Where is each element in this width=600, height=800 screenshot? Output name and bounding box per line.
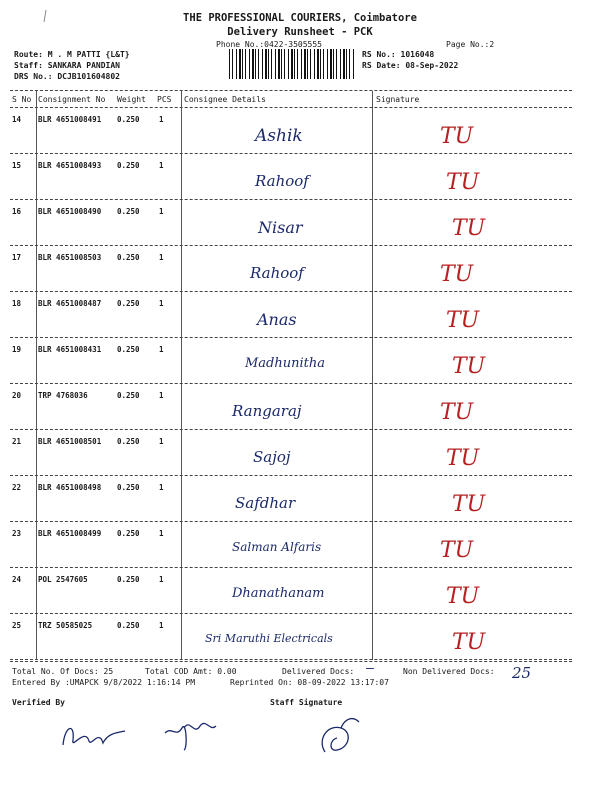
- row-weight: 0.250: [117, 345, 140, 354]
- total-docs: Total No. Of Docs: 25: [12, 667, 114, 676]
- row-signature-mark: TU: [440, 124, 474, 149]
- row-consignee-name: Sajoj: [253, 448, 291, 466]
- row-weight: 0.250: [117, 483, 140, 492]
- entered-by: Entered By :UMAPCK 9/8/2022 1:16:14 PM: [12, 678, 196, 687]
- barcode-image: [229, 49, 357, 79]
- row-signature-mark: TU: [440, 400, 474, 425]
- row-pcs: 1: [159, 299, 164, 308]
- row-weight: 0.250: [117, 115, 140, 124]
- row-consignee-name: Salman Alfaris: [232, 540, 322, 554]
- row-sno: 23: [12, 529, 22, 538]
- non-delivered-docs-label: Non Delivered Docs:: [403, 667, 495, 676]
- row-sno: 24: [12, 575, 22, 584]
- row-divider: [10, 521, 572, 522]
- row-pcs: 1: [159, 483, 164, 492]
- row-sno: 18: [12, 299, 22, 308]
- row-sno: 16: [12, 207, 22, 216]
- row-divider: [10, 475, 572, 476]
- row-divider: [10, 337, 572, 338]
- row-sno: 19: [12, 345, 22, 354]
- col-header-pcs: PCS: [157, 95, 172, 104]
- row-sno: 17: [12, 253, 22, 262]
- page-number: Page No.:2: [446, 40, 495, 49]
- row-pcs: 1: [159, 207, 164, 216]
- col-header-consignee: Consignee Details: [184, 95, 266, 104]
- row-consignee-name: Dhanathanam: [232, 586, 325, 601]
- row-consignee-name: Ashik: [255, 126, 303, 146]
- row-consignment-no: BLR 4651008491: [38, 115, 102, 124]
- row-consignee-name: Madhunitha: [245, 356, 326, 371]
- row-divider: [10, 383, 572, 384]
- col-header-signature: Signature: [376, 95, 420, 104]
- reprinted-on: Reprinted On: 08-09-2022 13:17:07: [230, 678, 389, 687]
- row-pcs: 1: [159, 621, 164, 630]
- row-divider: [10, 659, 572, 660]
- row-divider: [10, 153, 572, 154]
- stray-mark-image: [38, 8, 52, 26]
- row-consignee-name: Rahoof: [250, 264, 304, 282]
- column-divider: [36, 91, 37, 660]
- row-consignment-no: BLR 4651008499: [38, 529, 102, 538]
- row-consignment-no: BLR 4651008493: [38, 161, 102, 170]
- column-divider: [372, 91, 373, 660]
- row-divider: [10, 291, 572, 292]
- row-weight: 0.250: [117, 391, 140, 400]
- verifier-signature-2-image: [160, 708, 220, 753]
- row-signature-mark: TU: [446, 446, 480, 471]
- row-signature-mark: TU: [440, 538, 474, 563]
- row-weight: 0.250: [117, 575, 140, 584]
- route-label: Route: M . M PATTI {L&T}: [14, 50, 130, 59]
- row-consignment-no: BLR 4651008503: [38, 253, 102, 262]
- row-pcs: 1: [159, 345, 164, 354]
- row-consignee-name: Rangaraj: [232, 402, 302, 420]
- row-sno: 25: [12, 621, 22, 630]
- row-signature-mark: TU: [452, 354, 486, 379]
- rs-date: RS Date: 08-Sep-2022: [362, 61, 459, 70]
- row-divider: [10, 429, 572, 430]
- row-signature-mark: TU: [452, 492, 486, 517]
- company-title: THE PROFESSIONAL COURIERS, Coimbatore: [183, 12, 417, 24]
- row-consignee-name: Safdhar: [235, 494, 296, 512]
- row-sno: 20: [12, 391, 22, 400]
- col-header-weight: Weight: [117, 95, 146, 104]
- row-weight: 0.250: [117, 437, 140, 446]
- row-consignee-name: Nisar: [258, 218, 303, 237]
- drs-number: DRS No.: DCJB101604802: [14, 72, 120, 81]
- row-divider: [10, 613, 572, 614]
- row-signature-mark: TU: [446, 308, 480, 333]
- row-pcs: 1: [159, 115, 164, 124]
- non-delivered-docs-mark: 25: [512, 664, 532, 682]
- row-pcs: 1: [159, 529, 164, 538]
- row-pcs: 1: [159, 253, 164, 262]
- row-sno: 15: [12, 161, 22, 170]
- row-weight: 0.250: [117, 207, 140, 216]
- delivered-docs-mark: —: [366, 661, 374, 676]
- row-signature-mark: TU: [446, 584, 480, 609]
- verifier-signature-image: [55, 715, 135, 755]
- row-consignee-name: Rahoof: [255, 172, 309, 190]
- staff-signature-image: [315, 712, 365, 762]
- row-weight: 0.250: [117, 299, 140, 308]
- row-sno: 14: [12, 115, 22, 124]
- delivered-docs-label: Delivered Docs:: [282, 667, 355, 676]
- verified-by-label: Verified By: [12, 698, 65, 707]
- row-signature-mark: TU: [440, 262, 474, 287]
- total-cod: Total COD Amt: 0.00: [145, 667, 237, 676]
- row-consignee-name: Sri Maruthi Electricals: [205, 632, 333, 645]
- row-consignment-no: TRZ 50585025: [38, 621, 93, 630]
- row-weight: 0.250: [117, 253, 140, 262]
- row-divider: [10, 199, 572, 200]
- row-pcs: 1: [159, 161, 164, 170]
- row-consignment-no: BLR 4651008431: [38, 345, 102, 354]
- row-divider: [10, 245, 572, 246]
- column-divider: [181, 91, 182, 660]
- footer-rule: [10, 661, 572, 662]
- row-weight: 0.250: [117, 621, 140, 630]
- row-consignment-no: BLR 4651008487: [38, 299, 102, 308]
- rs-number: RS No.: 1016048: [362, 50, 435, 59]
- row-pcs: 1: [159, 437, 164, 446]
- row-signature-mark: TU: [452, 630, 486, 655]
- row-sno: 21: [12, 437, 22, 446]
- row-signature-mark: TU: [452, 216, 486, 241]
- row-consignment-no: BLR 4651008498: [38, 483, 102, 492]
- table-header-rule: [10, 107, 572, 108]
- row-consignment-no: POL 2547605: [38, 575, 88, 584]
- table-top-rule: [10, 90, 572, 91]
- row-pcs: 1: [159, 575, 164, 584]
- row-sno: 22: [12, 483, 22, 492]
- row-pcs: 1: [159, 391, 164, 400]
- staff-signature-label: Staff Signature: [270, 698, 343, 707]
- row-divider: [10, 567, 572, 568]
- row-consignment-no: TRP 4768036: [38, 391, 88, 400]
- row-consignee-name: Anas: [257, 310, 297, 329]
- row-signature-mark: TU: [446, 170, 480, 195]
- row-consignment-no: BLR 4651008490: [38, 207, 102, 216]
- row-weight: 0.250: [117, 161, 140, 170]
- runsheet-title: Delivery Runsheet - PCK: [227, 26, 373, 38]
- staff-label: Staff: SANKARA PANDIAN: [14, 61, 120, 70]
- col-header-sno: S No: [12, 95, 32, 104]
- row-weight: 0.250: [117, 529, 140, 538]
- row-consignment-no: BLR 4651008501: [38, 437, 102, 446]
- col-header-consignment: Consignment No: [38, 95, 106, 104]
- phone-number: Phone No.:0422-3505555: [216, 40, 322, 49]
